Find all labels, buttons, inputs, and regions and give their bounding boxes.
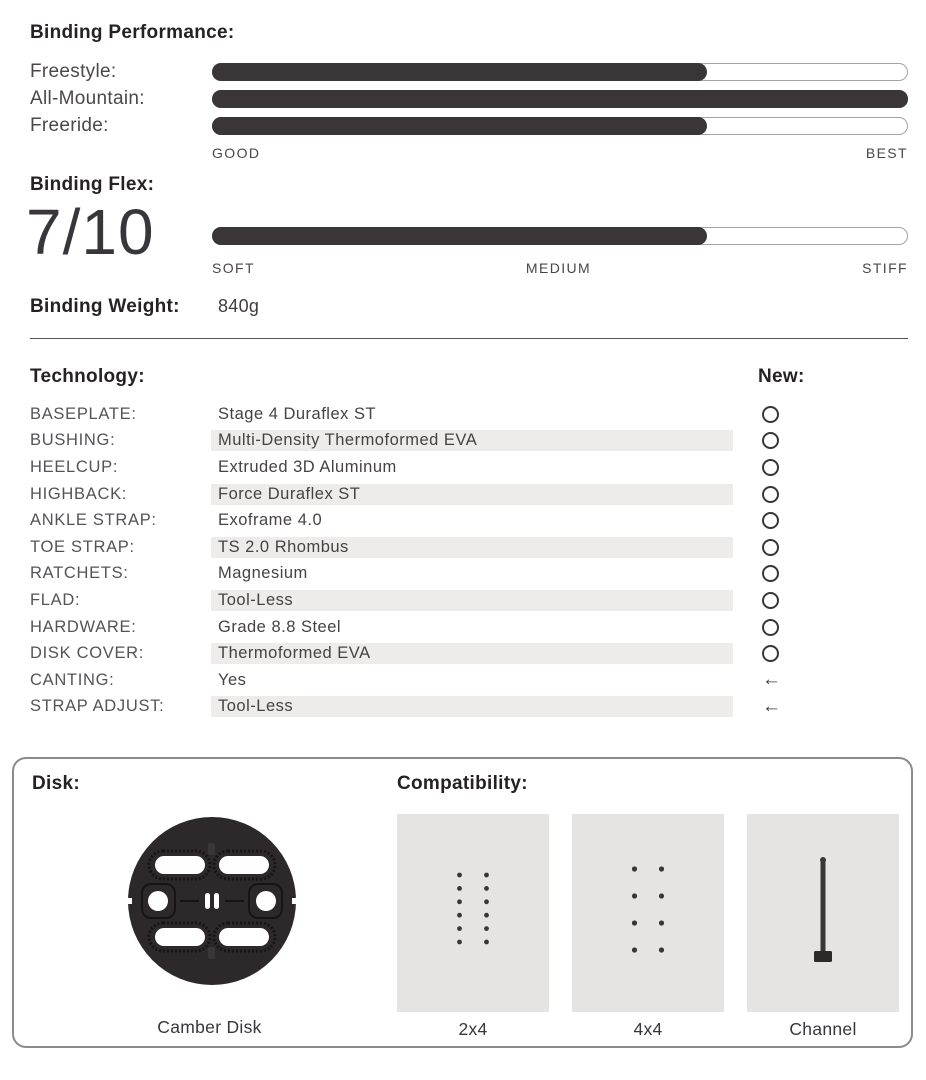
rating-bar-fill bbox=[212, 117, 707, 135]
performance-bars bbox=[30, 58, 908, 139]
section-divider bbox=[30, 338, 908, 339]
technology-title: Technology: bbox=[30, 366, 145, 387]
weight-label: Binding Weight: bbox=[30, 296, 180, 317]
performance-row bbox=[30, 58, 908, 85]
tech-label: BUSHING: bbox=[30, 431, 116, 450]
tech-value: Force Duraflex ST bbox=[211, 484, 733, 505]
tech-label: BASEPLATE: bbox=[30, 404, 137, 423]
table-row bbox=[30, 667, 908, 694]
disk-caption: Camber Disk bbox=[157, 1017, 262, 1037]
tech-value: Grade 8.8 Steel bbox=[218, 617, 342, 636]
rating-bar-fill bbox=[212, 90, 908, 108]
scale-label-medium: MEDIUM bbox=[525, 260, 592, 276]
scale-label-soft: SOFT bbox=[212, 260, 255, 276]
freeride-rating-bar bbox=[212, 117, 908, 135]
scale-label-stiff: STIFF bbox=[862, 260, 908, 276]
tech-label: HARDWARE: bbox=[30, 617, 137, 636]
tech-label: TOE STRAP: bbox=[30, 537, 135, 556]
disk-title: Disk: bbox=[32, 773, 80, 794]
tech-label: DISK COVER: bbox=[30, 644, 145, 663]
technology-table bbox=[30, 401, 908, 720]
table-row bbox=[30, 640, 908, 667]
performance-row-label: Freestyle: bbox=[30, 60, 117, 82]
tech-label: CANTING: bbox=[30, 670, 115, 689]
tech-value: TS 2.0 Rhombus bbox=[211, 537, 733, 558]
flex-scale bbox=[212, 260, 908, 276]
tech-value: Extruded 3D Aluminum bbox=[218, 457, 397, 476]
compatibility-option-2x4 bbox=[397, 814, 549, 1012]
new-indicator-icon bbox=[762, 406, 779, 423]
performance-row-label: All-Mountain: bbox=[30, 87, 145, 109]
new-indicator-icon bbox=[762, 486, 779, 503]
compatibility-option-channel bbox=[747, 814, 899, 1012]
camber-disk-image bbox=[127, 816, 297, 986]
table-row bbox=[30, 401, 908, 428]
flex-rating: 7/10 bbox=[26, 196, 155, 268]
pattern-4x4-icon bbox=[572, 814, 724, 1012]
freestyle-rating-bar bbox=[212, 63, 908, 81]
rating-bar-fill bbox=[212, 227, 707, 245]
disk-compatibility-panel bbox=[12, 757, 913, 1048]
new-indicator-icon: ← bbox=[762, 695, 781, 717]
pattern-label-channel: Channel bbox=[789, 1019, 857, 1039]
scale-label-best: BEST bbox=[865, 145, 908, 161]
new-indicator-icon bbox=[762, 565, 779, 582]
table-row bbox=[30, 561, 908, 588]
tech-value: Thermoformed EVA bbox=[211, 643, 733, 664]
table-row bbox=[30, 454, 908, 481]
tech-value: Tool-Less bbox=[211, 590, 733, 611]
tech-value: Yes bbox=[218, 670, 247, 689]
new-indicator-icon bbox=[762, 619, 779, 636]
performance-row bbox=[30, 85, 908, 112]
tech-label: STRAP ADJUST: bbox=[30, 697, 165, 716]
tech-value: Magnesium bbox=[218, 564, 308, 583]
flex-rating-bar bbox=[212, 227, 908, 245]
tech-value: Stage 4 Duraflex ST bbox=[218, 404, 377, 423]
table-row bbox=[30, 534, 908, 561]
tech-label: FLAD: bbox=[30, 590, 81, 609]
tech-label: ANKLE STRAP: bbox=[30, 511, 157, 530]
table-row bbox=[30, 428, 908, 455]
performance-title: Binding Performance: bbox=[30, 22, 235, 43]
new-indicator-icon bbox=[762, 459, 779, 476]
all-mountain-rating-bar bbox=[212, 90, 908, 108]
compatibility-option-4x4 bbox=[572, 814, 724, 1012]
tech-value: Multi-Density Thermoformed EVA bbox=[211, 430, 733, 451]
tech-label: HIGHBACK: bbox=[30, 484, 128, 503]
table-row bbox=[30, 614, 908, 641]
pattern-label-4x4: 4x4 bbox=[633, 1019, 663, 1039]
pattern-2x4-icon bbox=[397, 814, 549, 1012]
new-indicator-icon bbox=[762, 539, 779, 556]
flex-title: Binding Flex: bbox=[30, 174, 155, 195]
scale-label-good: GOOD bbox=[212, 145, 261, 161]
new-indicator-icon bbox=[762, 645, 779, 662]
new-indicator-icon: ← bbox=[762, 669, 781, 691]
tech-label: HEELCUP: bbox=[30, 457, 119, 476]
table-row bbox=[30, 481, 908, 508]
new-column-title: New: bbox=[758, 366, 805, 387]
tech-label: RATCHETS: bbox=[30, 564, 129, 583]
table-row bbox=[30, 587, 908, 614]
rating-bar-fill bbox=[212, 63, 707, 81]
new-indicator-icon bbox=[762, 512, 779, 529]
performance-row-label: Freeride: bbox=[30, 114, 109, 136]
tech-value: Tool-Less bbox=[211, 696, 733, 717]
compatibility-title: Compatibility: bbox=[397, 773, 528, 794]
pattern-channel-icon bbox=[747, 814, 899, 1012]
performance-row bbox=[30, 112, 908, 139]
pattern-label-2x4: 2x4 bbox=[458, 1019, 488, 1039]
table-row bbox=[30, 507, 908, 534]
table-row bbox=[30, 694, 908, 721]
new-indicator-icon bbox=[762, 432, 779, 449]
weight-value: 840g bbox=[218, 296, 260, 316]
tech-value: Exoframe 4.0 bbox=[218, 511, 323, 530]
performance-scale bbox=[212, 145, 908, 161]
weight-row bbox=[30, 296, 259, 318]
new-indicator-icon bbox=[762, 592, 779, 609]
